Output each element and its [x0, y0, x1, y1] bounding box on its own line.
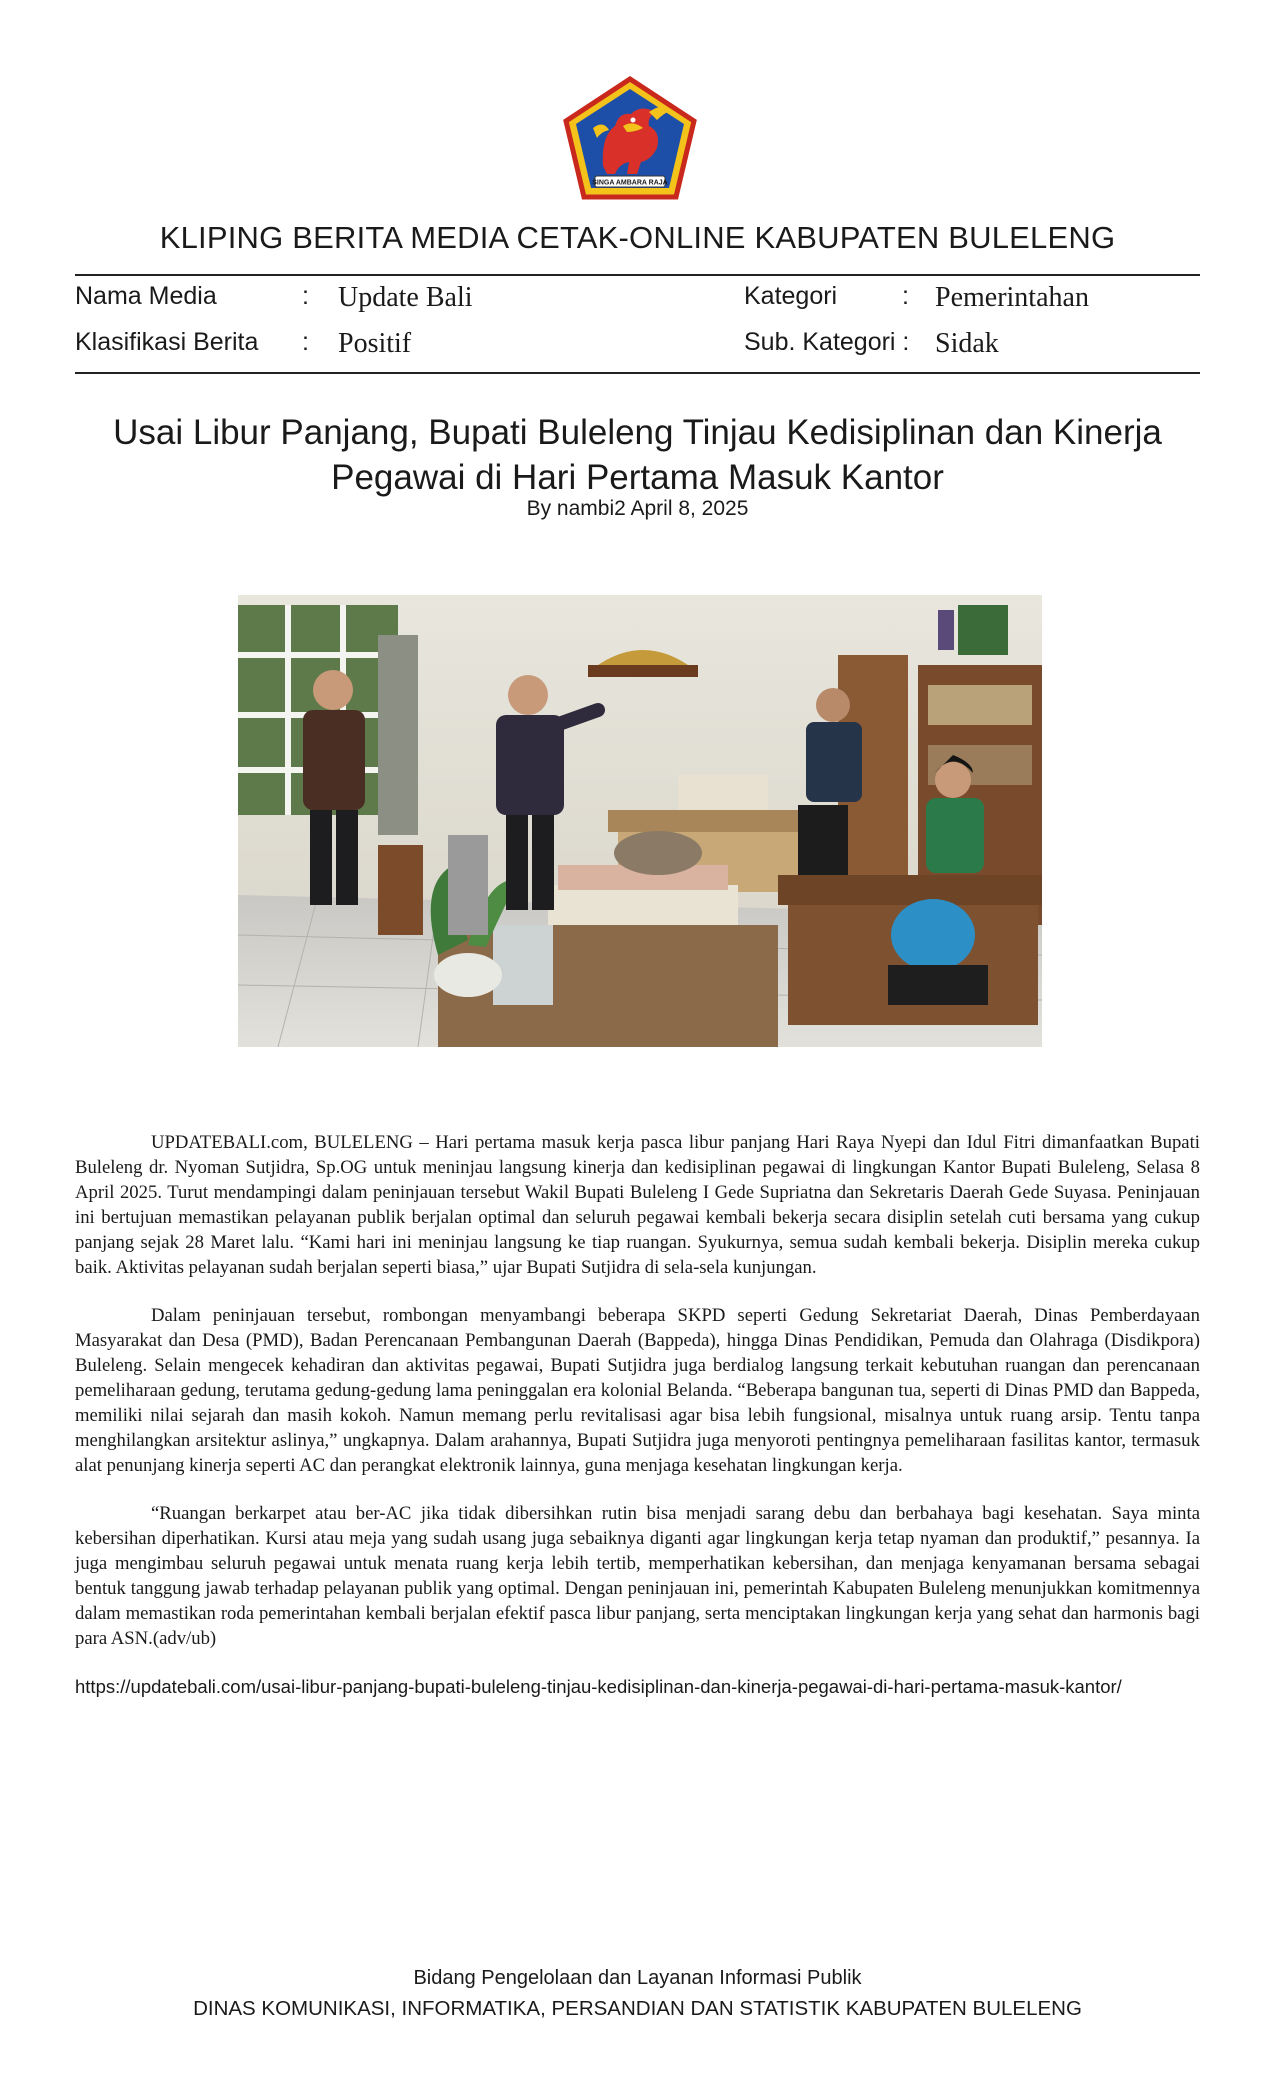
media-name-label: Nama Media — [75, 282, 217, 310]
media-name-colon: : — [302, 282, 309, 310]
article-headline — [90, 410, 1185, 500]
article-paragraph-2: Dalam peninjauan tersebut, rombongan menyambangi beberapa SKPD seperti Gedung Sekretariat Daerah, Dinas Pemberdayaan Masyarakat dan Desa (PMD), Badan Perencanaan Pembangunan Daerah (Bappeda), hingga Dinas Pendidikan, Pemuda dan Olahraga (Disdikpora) Buleleng. Selain mengecek kehadiran dan aktivitas pegawai, Bupati Sutjidra juga berdialog langsung terkait kebutuhan ruangan dan perencanaan pemeliharaan gedung, terutama gedung-gedung lama peninggalan era kolonial Belanda. “Beberapa bangunan tua, seperti di Dinas PMD dan Bappeda, memiliki nilai sejarah dan masih kokoh. Namun memang perlu revitalisasi agar bisa lebih fungsional, misalnya untuk ruang arsip. Tentu tanpa menghilangkan arsitektur aslinya,” ungkapnya. Dalam arahannya, Bupati Sutjidra juga menyoroti pentingnya pemeliharaan fasilitas kantor, termasuk alat penunjang kinerja seperti AC dan perangkat elektronik lainnya, guna menjaga kesehatan lingkungan kerja. — [75, 1305, 1200, 1476]
article-paragraph-3: “Ruangan berkarpet atau ber-AC jika tidak dibersihkan rutin bisa menjadi sarang debu dan berbahaya bagi kesehatan. Saya minta kebersihan diperhatikan. Kursi atau meja yang sudah usang juga sebaiknya diganti agar lingkungan kerja tetap nyaman dan produktif,” pesannya. Ia juga mengimbau seluruh pegawai untuk menata ruang kerja lebih tertib, memperhatikan kebersihan, dan menjaga kenyamanan bersama sebagai bentuk tanggung jawab terhadap pelayanan publik yang optimal. Dengan peninjauan ini, pemerintah Kabupaten Buleleng menunjukkan komitmennya dalam memastikan roda pemerintahan kembali berjalan efektif pasca libur panjang, serta menciptakan lingkungan kerja yang sehat dan harmonis bagi para ASN.(adv/ub) — [75, 1503, 1200, 1649]
media-name-value: Update Bali — [338, 282, 473, 313]
logo-motto: SINGA AMBARA RAJA — [592, 179, 668, 187]
regency-logo — [563, 76, 697, 200]
footer-agency: DINAS KOMUNIKASI, INFORMATIKA, PERSANDIAN DAN STATISTIK KABUPATEN BULELENG — [193, 1997, 1082, 2020]
subcategory-label: Sub. Kategori : — [744, 328, 910, 356]
subcategory-value: Sidak — [935, 328, 999, 359]
article-body — [75, 1130, 1200, 1722]
footer-division: Bidang Pengelolaan dan Layanan Informasi Publik — [413, 1967, 862, 1989]
clipping-title: KLIPING BERITA MEDIA CETAK-ONLINE KABUPATEN BULELENG — [159, 220, 1116, 255]
header-bottom-rule — [75, 372, 1200, 374]
classification-value: Positif — [338, 328, 412, 359]
category-label: Kategori — [744, 282, 838, 310]
header-top-rule — [75, 274, 1200, 276]
classification-colon: : — [302, 328, 309, 356]
article-byline: By nambi2 April 8, 2025 — [526, 497, 749, 520]
headline-line-1: Usai Libur Panjang, Bupati Buleleng Tinjau Kedisiplinan dan Kinerja — [113, 413, 1162, 452]
category-value: Pemerintahan — [935, 282, 1089, 313]
classification-label: Klasifikasi Berita — [75, 328, 259, 356]
article-paragraph-1: UPDATEBALI.com, BULELENG – Hari pertama masuk kerja pasca libur panjang Hari Raya Nyepi dan Idul Fitri dimanfaatkan Bupati Buleleng dr. Nyoman Sutjidra, Sp.OG untuk meninjau langsung kinerja dan kedisiplinan pegawai di lingkungan Kantor Bupati Buleleng, Selasa 8 April 2025. Turut mendampingi dalam peninjauan tersebut Wakil Bupati Buleleng I Gede Supriatna dan Sekretaris Daerah Gede Suyasa. Peninjauan ini bertujuan memastikan pelayanan publik berjalan optimal dan seluruh pegawai kembali bekerja secara disiplin setelah cuti bersama yang cukup panjang sejak 28 Maret lalu. “Kami hari ini meninjau langsung ke tiap ruangan. Syukurnya, semua sudah kembali bekerja. Disiplin mereka cukup baik. Aktivitas pelayanan sudah berjalan seperti biasa,” ujar Bupati Sutjidra di sela-sela kunjungan. — [75, 1132, 1200, 1278]
headline-line-2: Pegawai di Hari Pertama Masuk Kantor — [331, 458, 944, 497]
article-photo — [238, 595, 1042, 1047]
source-url-link[interactable]: https://updatebali.com/usai-libur-panjang-bupati-buleleng-tinjau-kedisiplinan-dan-kinerja-pegawai-di-hari-pertama-masuk-kantor/ — [75, 1676, 1122, 1697]
category-colon: : — [902, 282, 909, 310]
